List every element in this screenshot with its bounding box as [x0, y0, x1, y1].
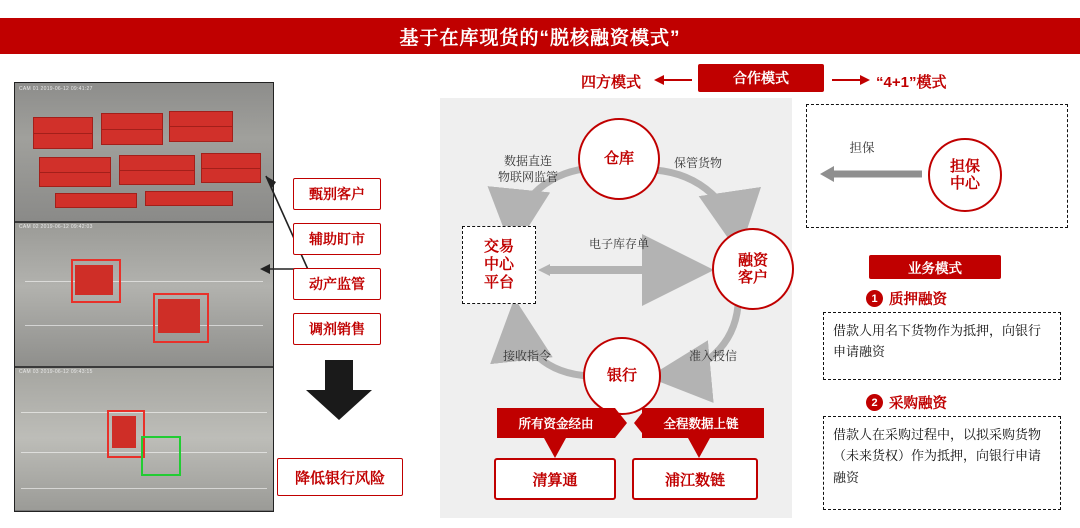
down-arrow-icon	[300, 360, 378, 422]
mode-left-arrow-icon	[652, 70, 696, 90]
right-section-title: 业务模式	[869, 255, 1001, 279]
node-bank-label: 银行	[606, 367, 637, 385]
node-finance-client-line1: 融资	[737, 251, 768, 269]
mode-label-four-party: 四方模式	[581, 74, 642, 91]
camera-label: CAM 01 2019-06-12 09:41:27	[19, 86, 93, 92]
node-guarantee-line2: 中心	[949, 175, 980, 192]
surveillance-photo-3	[15, 366, 273, 510]
mode-right-arrow-icon	[828, 70, 874, 90]
chip-market-monitor[interactable]: 辅助盯市	[293, 223, 381, 255]
edge-label-credit-access: 准入授信	[688, 349, 737, 363]
edge-label-receive-order: 接收指令	[502, 349, 551, 363]
edge-label-guarantee: 担保	[849, 141, 875, 155]
surveillance-photo-2	[15, 221, 273, 366]
node-trade-center-line2: 中心	[483, 256, 514, 273]
ribbon-funds-via-label: 所有资金经由	[497, 408, 615, 438]
node-warehouse[interactable]	[578, 118, 660, 200]
chip-sales-adjust[interactable]: 调剂销售	[293, 313, 381, 345]
camera-label: CAM 03 2019-06-12 09:43:15	[19, 369, 93, 375]
camera-label: CAM 02 2019-06-12 09:42:03	[19, 224, 93, 230]
guarantee-arrow-icon	[818, 163, 924, 185]
mode-button-cooperation[interactable]: 合作模式	[698, 64, 824, 92]
node-bank[interactable]	[583, 337, 661, 415]
node-trade-center-platform[interactable]	[462, 226, 536, 304]
result-reduce-bank-risk[interactable]: 降低银行风险	[277, 458, 403, 496]
right-item-2-index: 2	[866, 394, 883, 411]
node-guarantee-center[interactable]	[928, 138, 1002, 212]
surveillance-photo-1	[15, 83, 273, 221]
node-trade-center-line1: 交易	[483, 238, 514, 255]
page-title: 基于在库现货的“脱核融资模式”	[0, 18, 1080, 54]
edge-label-e-warehouse-receipt: 电子库存单	[588, 237, 649, 251]
surveillance-photo-stack	[14, 82, 274, 512]
chip-chattel-supervise[interactable]: 动产监管	[293, 268, 381, 300]
mode-label-four-plus-one: “4+1”模式	[876, 74, 947, 91]
right-item-2-title: 2 采购融资	[866, 392, 947, 413]
right-item-1-index: 1	[866, 290, 883, 307]
node-finance-client[interactable]	[712, 228, 794, 310]
node-trade-center-line3: 平台	[483, 274, 514, 291]
node-warehouse-label: 仓库	[603, 150, 634, 168]
right-item-1-text: 借款人用名下货物作为抵押，向银行申请融资	[833, 323, 1042, 360]
box-pujiang-data-chain[interactable]: 浦江数链	[632, 458, 758, 500]
box-settlement-system[interactable]: 清算通	[494, 458, 616, 500]
node-guarantee-line1: 担保	[949, 157, 980, 175]
chip-screen-customer[interactable]: 甄别客户	[293, 178, 381, 210]
edge-label-data-link: 数据直连 物联网监管	[497, 154, 558, 185]
edge-label-keep-goods: 保管货物	[673, 156, 722, 170]
right-item-2-text: 借款人在采购过程中，以拟采购货物（未来货权）作为抵押，向银行申请融资	[833, 427, 1042, 485]
ribbon-data-on-chain-label: 全程数据上链	[642, 408, 760, 438]
right-item-1-title: 1 质押融资	[866, 288, 947, 309]
node-finance-client-line2: 客户	[737, 269, 768, 286]
